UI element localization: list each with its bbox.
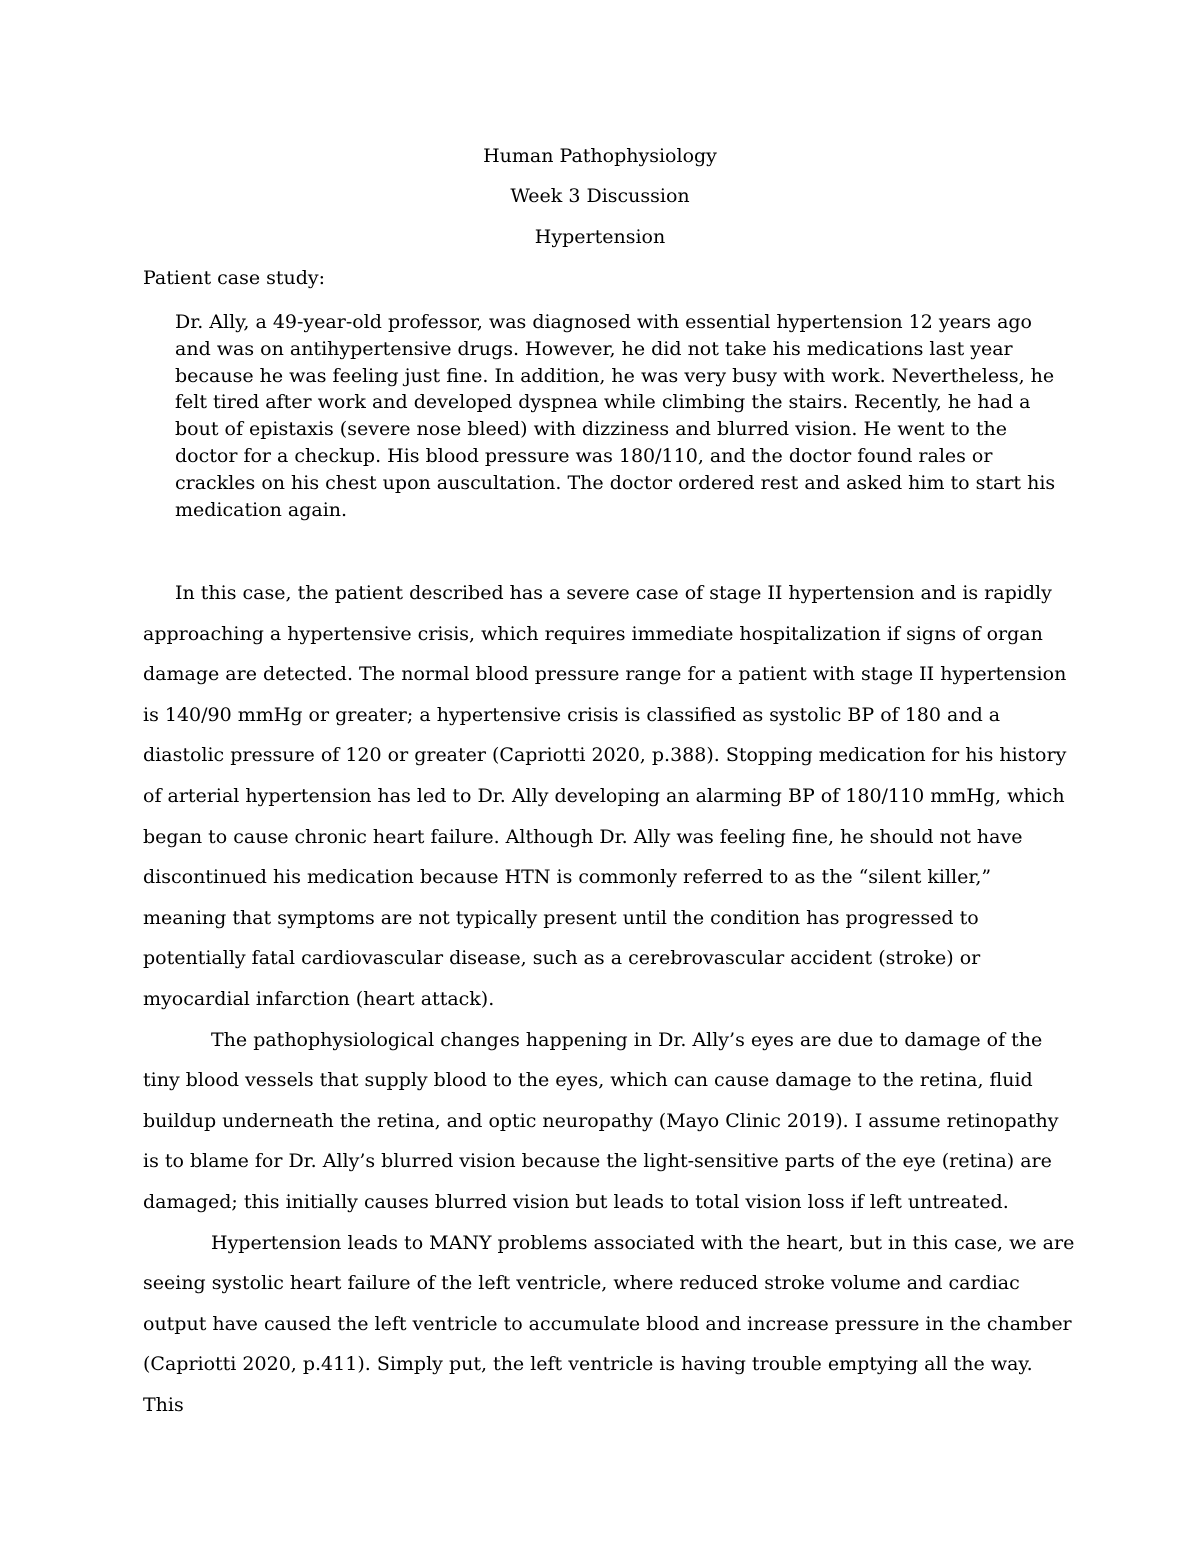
discussion-paragraph-2: The pathophysiological changes happening in Dr. Ally’s eyes are due to damage of the tiny blood vessels that supply blood to the eyes, which can cause damage to the retina, fluid buildup underneath the retina, and optic neuropathy (Mayo Clinic 2019). I assume retinopathy is to blame for Dr. Ally’s blurred vision because the light-sensitive parts of the eye (retina) are damaged; this initially causes blurred vision but leads to total vision loss if left untreated.: [143, 1028, 1059, 1213]
discussion-paragraph-3: Hypertension leads to MANY problems associated with the heart, but in this case, we are seeing systolic heart failure of the left ventricle, where reduced stroke volume and cardiac output have caused the left ventricle to accumulate blood and increase pressure in the chamber (Capriotti 2020, p.411). Simply put, the left ventricle is having trouble emptying all the way. This: [143, 1231, 1075, 1416]
case-study-text: Dr. Ally, a 49-year-old professor, was diagnosed with essential hypertension 12 years ago and was on antihypertensive drugs. However, he did not take his medications last year because he was feeling just fine. In addition, he was very busy with work. Nevertheless, he felt tired after work and developed dyspnea while climbing the stairs. Recently, he had a bout of epistaxis (severe nose bleed) with dizziness and blurred vision. He went to the doctor for a checkup. His blood pressure was 180/110, and the doctor found rales or crackles on his chest upon auscultation. The doctor ordered rest and asked him to start his medication again.: [175, 311, 1056, 521]
discussion-paragraph-1: In this case, the patient described has a severe case of stage II hypertension and is rapidly approaching a hypertensive crisis, which requires immediate hospitalization if signs of organ damage are detected. The normal blood pressure range for a patient with stage II hypertension is 140/90 mmHg or greater; a hypertensive crisis is classified as systolic BP of 180 and a diastolic pressure of 120 or greater (Capriotti 2020, p.388). Stopping medication for his history of arterial hypertension has led to Dr. Ally developing an alarming BP of 180/110 mmHg, which began to cause chronic heart failure. Although Dr. Ally was feeling fine, he should not have discontinued his medication because HTN is commonly referred to as the “silent killer,” meaning that symptoms are not typically present until the condition has progressed to potentially fatal cardiovascular disease, such as a cerebrovascular accident (stroke) or myocardial infarction (heart attack).: [143, 582, 1067, 1010]
case-study-label: Patient case study:: [143, 267, 326, 289]
discussion-body: [143, 573, 1078, 1425]
course-title: Human Pathophysiology: [483, 145, 717, 167]
assignment-title: Week 3 Discussion: [510, 185, 690, 207]
topic-title: Hypertension: [534, 226, 666, 248]
